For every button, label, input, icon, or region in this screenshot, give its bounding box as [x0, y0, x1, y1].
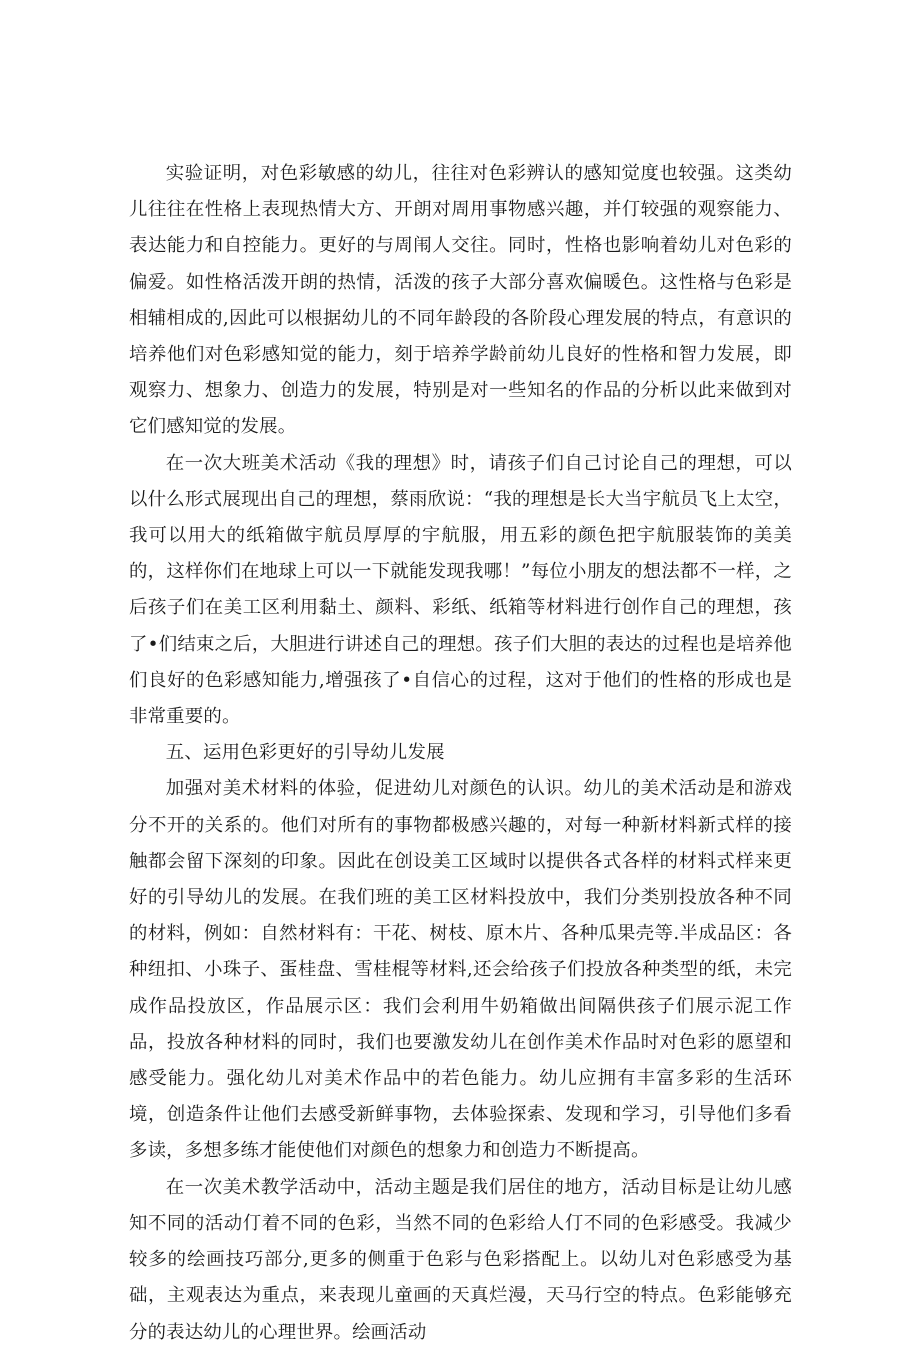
paragraph-my-dream-activity: 在一次大班美术活动《我的理想》时，请孩子们自己讨论自己的理想，可以以什么形式展现出自己的理想，蔡雨欣说：“我的理想是长大当宇航员飞上太空，我可以用大的纸箱做宇航员厚厚的宇航服，用五彩的颜色把宇航服装饰的美美的，这样你们在地球上可以一下就能发现我哪！”每位小朋友的想法都不一样，之后孩子们在美工区利用黏土、颜料、彩纸、纸箱等材料进行创作自己的理想，孩了•们结束之后，大胆进行讲述自己的理想。孩子们大胆的表达的过程也是培养他们良好的色彩感知能力,增强孩了•自信心的过程，这对于他们的性格的形成也是非常重要的。 — [129, 452, 792, 728]
paragraph-color-sensitivity: 实验证明，对色彩敏感的幼儿，往往对色彩辨认的感知觉度也较强。这类幼儿往往在性格上表现热情大方、开朗对周用事物感兴趣，并仃较强的观察能力、表达能力和自控能力。更好的与周闱人交往。同时，性格也影响着幼儿对色彩的偏爱。如性格活泼开朗的热情，活泼的孩子大部分喜欢偏暖色。这性格与色彩是相辅相成的,因此可以根据幼儿的不同年龄段的各阶段心理发展的特点，有意识的培养他们对色彩感知觉的能力，刻于培养学龄前幼儿良好的性格和智力发展，即观察力、想象力、创造力的发展，特别是对一些知名的作品的分析以此来做到对它们感知觉的发展。 — [129, 163, 792, 438]
section-heading: 五、运用色彩更好的引导幼儿发展 — [165, 742, 445, 764]
paragraph-art-teaching-activity: 在一次美术教学活动中，活动主题是我们居住的地方，活动目标是让幼儿感知不同的活动仃着不同的色彩，当然不同的色彩给人仃不同的色彩感受。我减少较多的绘画技巧部分,更多的侧重于色彩与色彩搭配上。以幼儿对色彩感受为基础，主观表达为重点，来表现儿童画的天真烂漫，天马行空的特点。色彩能够充分的表达幼儿的心理世界。绘画活动 — [129, 1176, 792, 1343]
paragraph-art-materials: 加强对美术材料的体验，促进幼儿对颜色的认识。幼儿的美术活动是和游戏分不开的关系的。他们对所有的事物都极感兴趣的，对每一种新材料新式样的接触都会留下深刻的印象。因此在创设美工区域时以提供各式各样的材料式样来更好的引导幼儿的发展。在我们班的美工区材料投放中，我们分类别投放各种不同的材料，例如：自然材料有：干花、树枝、原木片、各种瓜果壳等.半成品区：各种纽扣、小珠子、蛋桂盘、雪桂棍等材料,还会给孩子们投放各种类型的纸，未完成作品投放区，作品展示区：我们会利用牛奶箱做出间隔供孩子们展示泥工作品，投放各种材料的同时，我们也要激发幼儿在创作美术作品时对色彩的愿望和感受能力。强化幼儿对美术作品中的若色能力。幼儿应拥有丰富多彩的生活环境，创造条件让他们去感受新鲜事物，去体验探索、发现和学习，引导他们多看多读，多想多练才能使他们对颜色的想象力和创造力不断提高。 — [129, 778, 792, 1162]
document-body — [129, 156, 792, 1351]
